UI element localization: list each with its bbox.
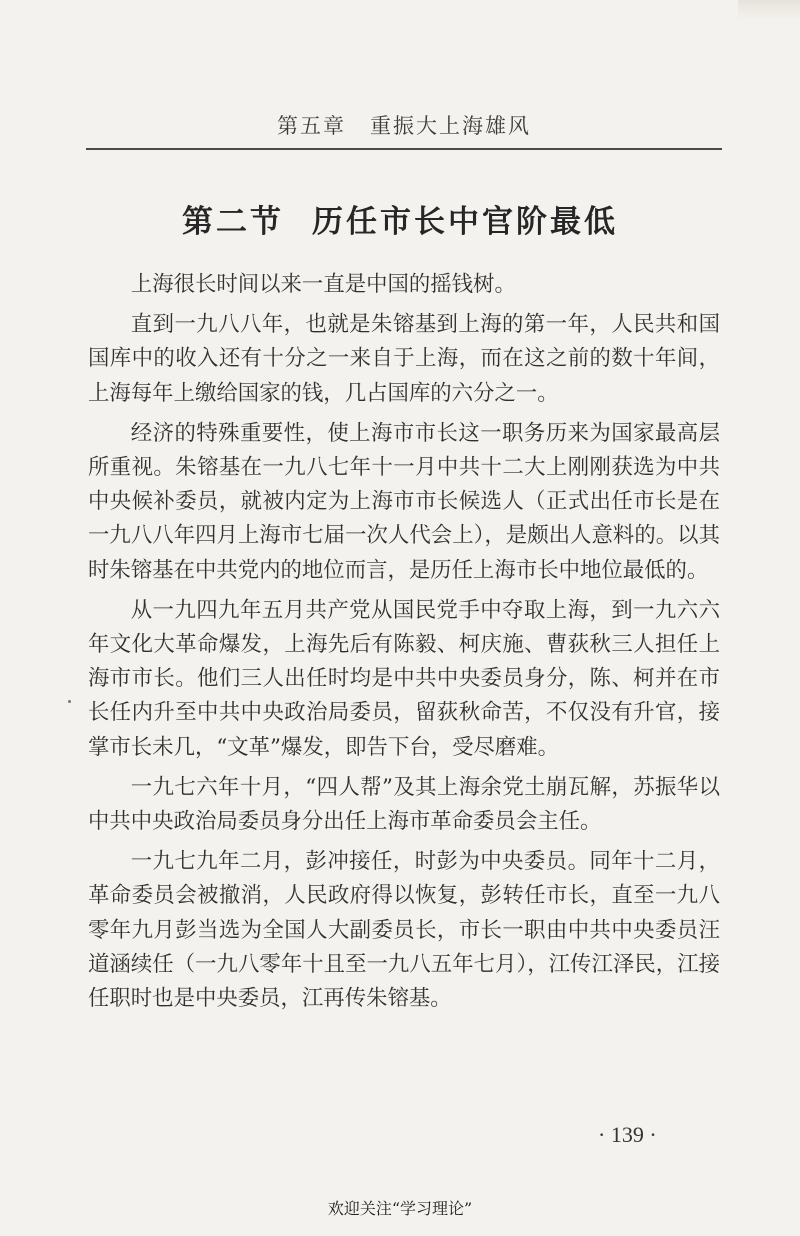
- body-text: [88, 268, 720, 1022]
- paragraph: 上海很长时间以来一直是中国的摇钱树。: [130, 272, 516, 297]
- section-number: 第二节: [182, 204, 284, 240]
- section-title: 历任市长中官阶最低: [312, 204, 618, 240]
- chapter-title: 重振大上海雄风: [370, 114, 531, 138]
- page-number: · 139 ·: [598, 1122, 657, 1147]
- paragraph: 一九七九年二月，彭冲接任，时彭为中央委员。同年十二月，革命委员会被撤消，人民政府得以恢复，彭转任市长，直至一九八零年九月彭当选为全国人大副委员长，市长一职由中共中央委员汪道涵续任（一九八零年十且至一九八五年七月），江传江泽民，江接任职时也是中央委员，江再传朱镕基。: [88, 849, 720, 1012]
- paragraph: 直到一九八八年，也就是朱镕基到上海的第一年，人民共和国国库中的收入还有十分之一来自于上海，而在这之前的数十年间，上海每年上缴给国家的钱，几占国库的六分之一。: [88, 312, 720, 406]
- header-rule: [86, 148, 722, 150]
- footer-note: 欢迎关注“学习理论”: [327, 1199, 473, 1218]
- section-heading: [88, 196, 712, 241]
- chapter-number: 第五章: [277, 114, 346, 138]
- scan-speck: [68, 700, 71, 703]
- page-corner-shadow: [738, 0, 800, 20]
- running-header: [88, 110, 720, 140]
- paragraph: 一九七六年十月，“四人帮”及其上海余党土崩瓦解，苏振华以中共中央政治局委员身分出任上海市革命委员会主任。: [88, 774, 720, 835]
- paragraph: 经济的特殊重要性，使上海市市长这一职务历来为国家最高层所重视。朱镕基在一九八七年十一月中共十二大上刚刚获选为中共中央候补委员，就被内定为上海市市长候选人（正式出任市长是在一九八八年四月上海市七届一次人代会上），是颇出人意料的。以其时朱镕基在中共党内的地位而言，是历任上海市长中地位最低的。: [88, 420, 720, 583]
- paragraph: 从一九四九年五月共产党从国民党手中夺取上海，到一九六六年文化大革命爆发，上海先后有陈毅、柯庆施、曹荻秋三人担任上海市市长。他们三人出任时均是中共中央委员身分，陈、柯并在市长任内升至中共中央政治局委员，留荻秋命苦，不仅没有升官，接掌市长未几，“文革”爆发，即告下台，受尽磨难。: [88, 597, 720, 760]
